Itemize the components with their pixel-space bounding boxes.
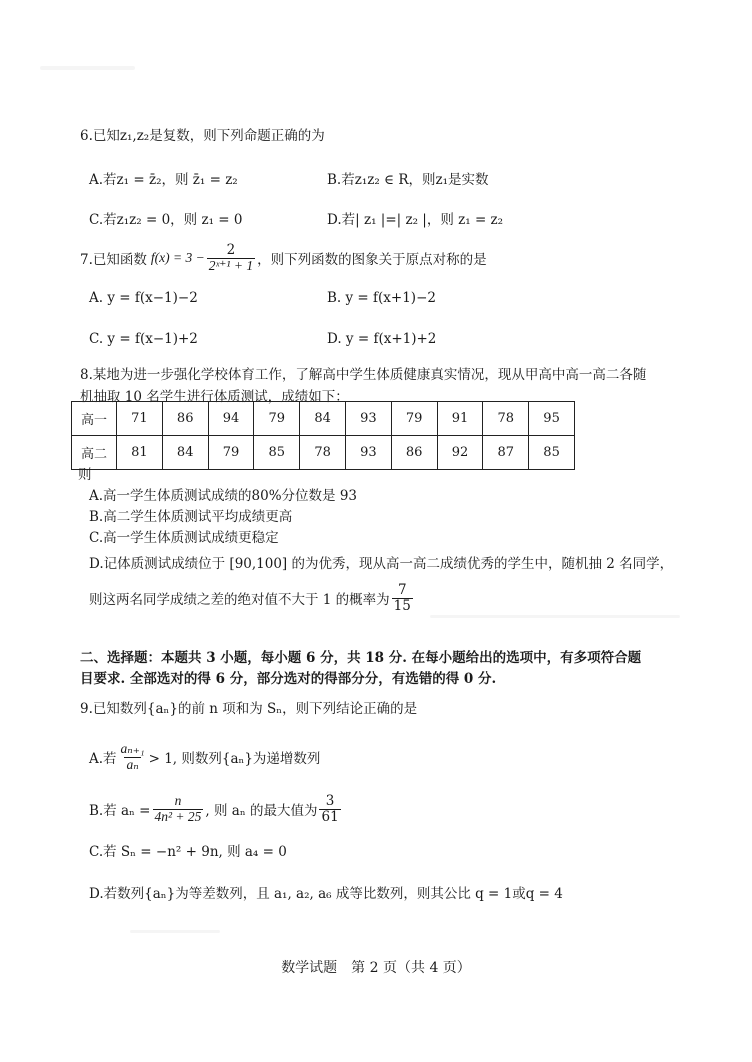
row-label-grade2: 高二 [72,436,117,470]
q6-option-b: B.若z₁z₂ ∈ R，则z₁是实数 [327,172,489,188]
q8-option-c: C.高一学生体质测试成绩更稳定 [89,530,279,546]
table-cell: 87 [483,436,529,470]
table-cell: 79 [254,402,300,436]
table-cell: 95 [529,402,575,436]
q8-probability-fraction [392,583,413,612]
q8-option-d-line1: D.记体质测试成绩位于 [90,100] 的为优秀，现从高一高二成绩优秀的学生中，随机抽 2 名同学， [89,556,674,572]
table-cell: 81 [117,436,163,470]
q9-ratio-fraction [119,742,147,771]
table-cell: 92 [437,436,483,470]
q8-then: 则 [78,467,92,483]
q7-fraction-numerator: 2 [226,242,236,259]
row-label-grade1: 高一 [72,402,117,436]
q9-max-denominator: 61 [321,808,339,825]
q9-option-c: C.若 Sₙ = −n² + 9n, 则 a₄ = 0 [89,844,287,860]
table-cell: 84 [162,436,208,470]
q8-option-d-line2 [89,580,415,616]
table-row [72,402,575,436]
q9-an-fraction [153,794,204,823]
q9-option-d: D.若数列{aₙ}为等差数列，且 a₁, a₂, a₆ 成等比数列，则其公比 q = 1或q = 4 [89,886,563,902]
q9-option-b [89,790,343,828]
q7-function-fraction [207,243,255,272]
q9-option-b-mid: , 则 aₙ 的最大值为 [205,803,318,819]
q6-option-a: A.若z₁ = z̄₂，则 z̄₁ = z₂ [89,172,238,188]
q7-stem [80,240,487,276]
table-cell: 85 [529,436,575,470]
table-cell: 94 [208,402,254,436]
table-cell: 93 [345,402,391,436]
q6-option-d: D.若| z₁ |=| z₂ |，则 z₁ = z₂ [327,212,504,228]
table-cell: 85 [254,436,300,470]
scan-smudge [430,615,680,618]
q7-option-c: C. y = f(x−1)+2 [89,331,198,347]
q9-stem: 9.已知数列{aₙ}的前 n 项和为 Sₙ，则下列结论正确的是 [80,701,418,717]
q8-stem-line1: 8.某地为进一步强化学校体育工作，了解高中学生体质健康真实情况，现从甲高中高一高二各随 [80,367,647,383]
q7-option-b: B. y = f(x+1)−2 [327,290,436,306]
section2-line2: 目要求. 全部选对的得 6 分，部分选对的得部分分，有选错的得 0 分. [80,671,497,687]
table-cell: 79 [208,436,254,470]
q8-stem-line2: 机抽取 10 名学生进行体质测试，成绩如下： [80,389,349,405]
q9-option-a [89,738,320,776]
q9-max-fraction [319,794,340,823]
q9-max-numerator: 3 [325,793,335,810]
q7-stem-pre: 7.已知函数 [80,252,147,268]
page-footer: 数学试题 第 2 页（共 4 页） [281,960,471,976]
scan-smudge [40,66,135,70]
q7-stem-post: ，则下列函数的图象关于原点对称的是 [257,252,487,268]
q7-function-lhs: f(x) = 3 − [150,250,205,265]
table-cell: 91 [437,402,483,436]
table-cell: 79 [391,402,437,436]
q8-probability-denominator: 15 [393,597,411,614]
q9-option-a-post: > 1, 则数列{aₙ}为递增数列 [148,751,321,767]
q7-option-a: A. y = f(x−1)−2 [89,290,198,306]
q8-probability-numerator: 7 [397,582,407,599]
q9-ratio-numerator: aₙ₊₁ [120,741,145,757]
q9-option-a-pre: A.若 [89,751,117,767]
q7-option-d: D. y = f(x+1)+2 [327,331,437,347]
q6-option-c: C.若z₁z₂ = 0，则 z₁ = 0 [89,212,243,228]
q6-stem: 6.已知z₁,z₂是复数，则下列命题正确的为 [80,128,325,144]
table-cell: 86 [391,436,437,470]
table-cell: 86 [162,402,208,436]
table-cell: 84 [300,402,346,436]
q9-ratio-denominator: aₙ [126,756,139,772]
q9-an-numerator: n [174,793,182,809]
table-cell: 93 [345,436,391,470]
q8-option-b: B.高二学生体质测试平均成绩更高 [89,509,293,525]
table-cell: 78 [300,436,346,470]
scan-smudge [130,930,220,933]
q8-option-a: A.高一学生体质测试成绩的80%分位数是 93 [89,488,358,504]
score-table [71,401,575,470]
table-row [72,436,575,470]
q8-option-d-text: 则这两名同学成绩之差的绝对值不大于 1 的概率为 [89,592,390,608]
q9-an-denominator: 4n² + 25 [154,808,202,824]
table-cell: 78 [483,402,529,436]
q7-fraction-denominator: 2ˣ⁺¹ + 1 [208,257,254,273]
table-cell: 71 [117,402,163,436]
q9-option-b-pre: B.若 aₙ = [89,803,151,819]
section2-line1: 二、选择题：本题共 3 小题，每小题 6 分，共 18 分. 在每小题给出的选项中，有多项符合题 [80,650,642,666]
